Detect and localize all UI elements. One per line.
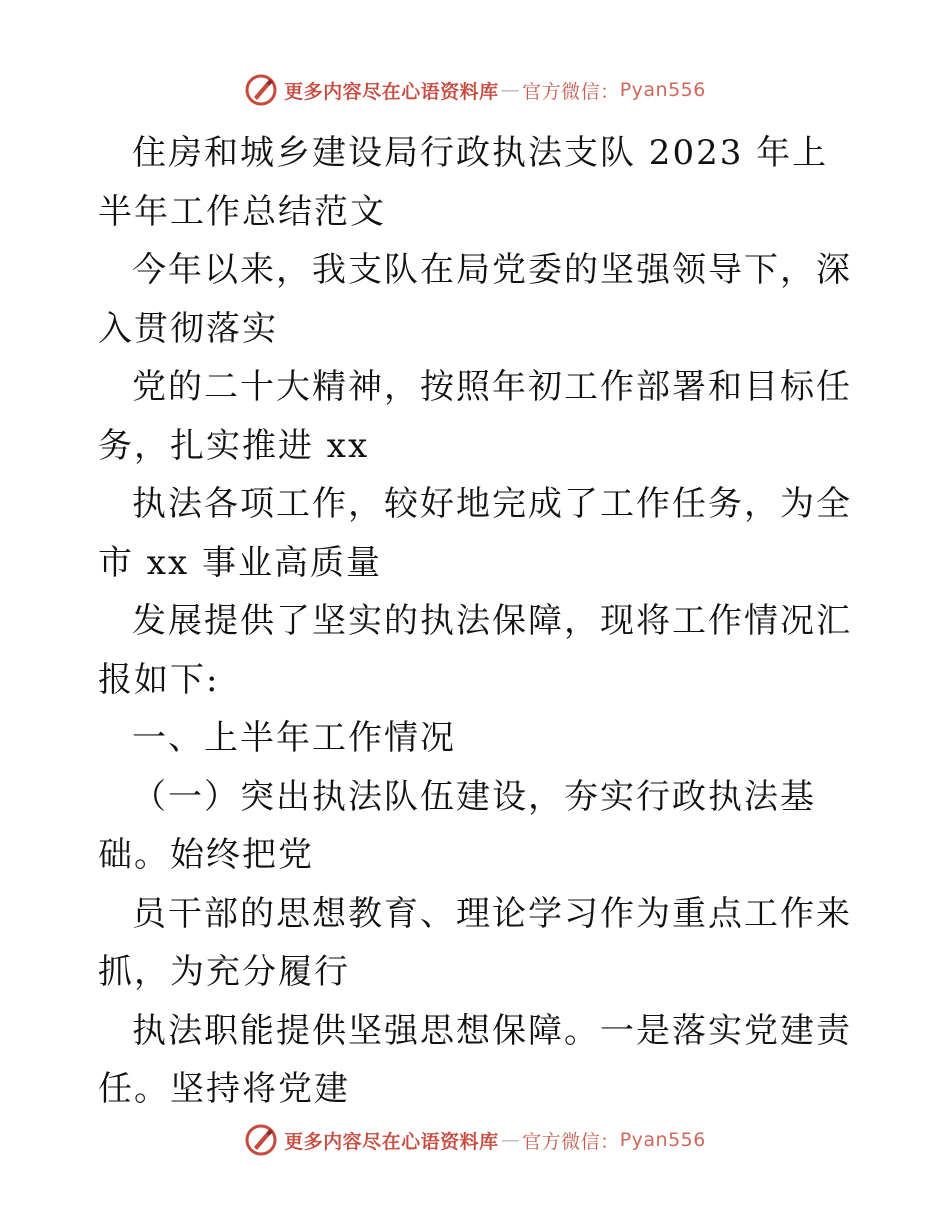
paragraph: 员干部的思想教育、理论学习作为重点工作来抓，为充分履行 [98,893,852,992]
banner-text: 更多内容尽在心语资料库 [284,1130,499,1153]
banner-dash: — [500,79,521,101]
banner-wechat-label: 官方微信： [522,80,620,103]
document-title: 住房和城乡建设局行政执法支队 2023 年上半年工作总结范文 [98,133,829,232]
footer-watermark-banner [0,1120,950,1160]
paragraph: 党的二十大精神，按照年初工作部署和目标任务，扎实推进 xx [98,367,852,466]
document-body [98,124,858,1119]
banner-dash: — [500,1129,521,1151]
banner-wechat-id: Pyan556 [619,1129,706,1151]
paragraph: 执法职能提供坚强思想保障。一是落实党建责任。坚持将党建 [98,1010,852,1109]
header-watermark-banner [0,70,950,110]
paragraph: 发展提供了坚实的执法保障，现将工作情况汇报如下: [98,601,852,700]
paragraph: 执法各项工作，较好地完成了工作任务，为全市 xx 事业高质量 [98,484,852,583]
paragraph: 今年以来，我支队在局党委的坚强领导下，深入贯彻落实 [98,250,852,349]
section-heading: 一、上半年工作情况 [132,718,456,758]
banner-wechat-label: 官方微信： [522,1130,620,1153]
pen-logo-icon [244,1123,278,1157]
paragraph: （一）突出执法队伍建设，夯实行政执法基础。始终把党 [98,776,816,875]
pen-logo-icon [244,73,278,107]
banner-wechat-id: Pyan556 [619,79,706,101]
banner-text: 更多内容尽在心语资料库 [284,80,499,103]
